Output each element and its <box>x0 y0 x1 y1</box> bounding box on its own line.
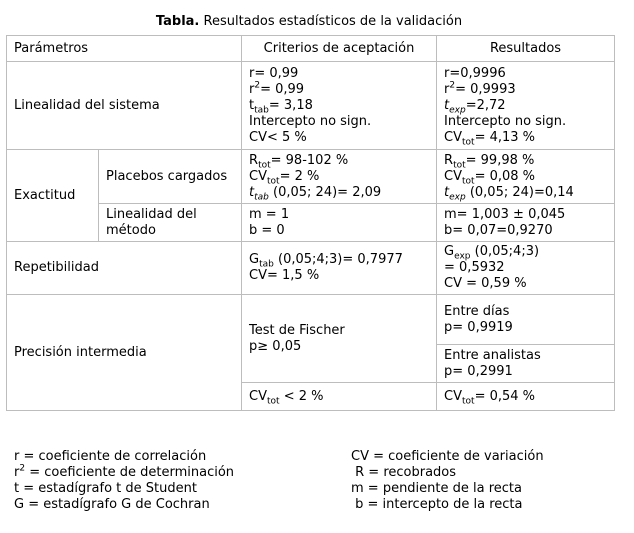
result-placebos: $R_{tot}= 99,98$ % $CV_{tot}= 0,08$ % $t_{exp}$ (0,05; 24)=0,14 <box>437 150 615 204</box>
header-params: Parámetros <box>7 36 242 62</box>
criteria-repetibilidad: $G_{tab}$ (0,05;4;3)= 0,7977 CV= 1,5 % <box>242 242 437 295</box>
legend-g: G = estadígrafo G de Cochran <box>14 497 210 512</box>
caption-text: Resultados estadísticos de la validación <box>203 14 463 29</box>
row-linealidad-sistema <box>7 62 615 150</box>
table-caption <box>0 14 618 29</box>
legend-r: r = coeficiente de correlación <box>14 449 207 464</box>
row-precision-dias <box>7 295 615 345</box>
legend-m: m = pendiente de la recta <box>351 481 522 496</box>
subparam-placebos: Placebos cargados <box>99 150 242 204</box>
row-exactitud-placebos <box>7 150 615 204</box>
param-repetibilidad: Repetibilidad <box>7 242 242 295</box>
criteria-linealidad-sistema: r= 0,99 $r^2= 0,99$ $t_{tab}= 3,18$ Intercepto no sign. CV< 5 % <box>242 62 437 150</box>
criteria-precision: Test de Fischer p≥ 0,05 <box>242 295 437 383</box>
legend-cv: CV = coeficiente de variación <box>351 449 544 464</box>
legend-r2: $r^2$ = coeficiente de determinación <box>14 463 235 480</box>
results-table <box>6 35 615 411</box>
legend-row <box>14 465 614 481</box>
param-precision: Precisión intermedia <box>7 295 242 411</box>
result-precision-dias: Entre días p= 0,9919 <box>437 295 615 345</box>
header-criteria: Criterios de aceptación <box>242 36 437 62</box>
legend-row <box>14 497 614 513</box>
legend-rec: R = recobrados <box>351 465 457 480</box>
criteria-precision-cv: $CV_{tot} < 2$ % <box>242 383 437 411</box>
row-repetibilidad <box>7 242 615 295</box>
result-repetibilidad: $G_{exp}$ (0,05;4;3) = 0,5932 CV = 0,59 % <box>437 242 615 295</box>
criteria-placebos: $R_{tot}= 98-102$ % $CV_{tot}= 2$ % $t_{tab}$ (0,05; 24)= 2,09 <box>242 150 437 204</box>
result-linealidad-sistema: r=0,9996 $r^2= 0,9993$ $t_{exp}=2,72$ Intercepto no sign. $CV_{tot}= 4,13$ % <box>437 62 615 150</box>
legend-b: b = intercepto de la recta <box>351 497 523 512</box>
legend <box>14 449 614 513</box>
result-linealidad-metodo: m= 1,003 ± 0,045 b= 0,07=0,9270 <box>437 204 615 242</box>
legend-row <box>14 481 614 497</box>
header-results: Resultados <box>437 36 615 62</box>
criteria-linealidad-metodo: m = 1 b = 0 <box>242 204 437 242</box>
legend-t: t = estadígrafo t de Student <box>14 481 197 496</box>
param-exactitud: Exactitud <box>7 150 99 242</box>
result-precision-analistas: Entre analistas p= 0,2991 <box>437 345 615 383</box>
subparam-linealidad-metodo: Linealidad del método <box>99 204 242 242</box>
caption-prefix: Tabla. <box>155 14 200 29</box>
row-exactitud-linealidad-metodo <box>7 204 615 242</box>
header-row <box>7 36 615 62</box>
legend-row <box>14 449 614 465</box>
param-linealidad-sistema: Linealidad del sistema <box>7 62 242 150</box>
result-precision-cv: $CV_{tot}= 0,54$ % <box>437 383 615 411</box>
